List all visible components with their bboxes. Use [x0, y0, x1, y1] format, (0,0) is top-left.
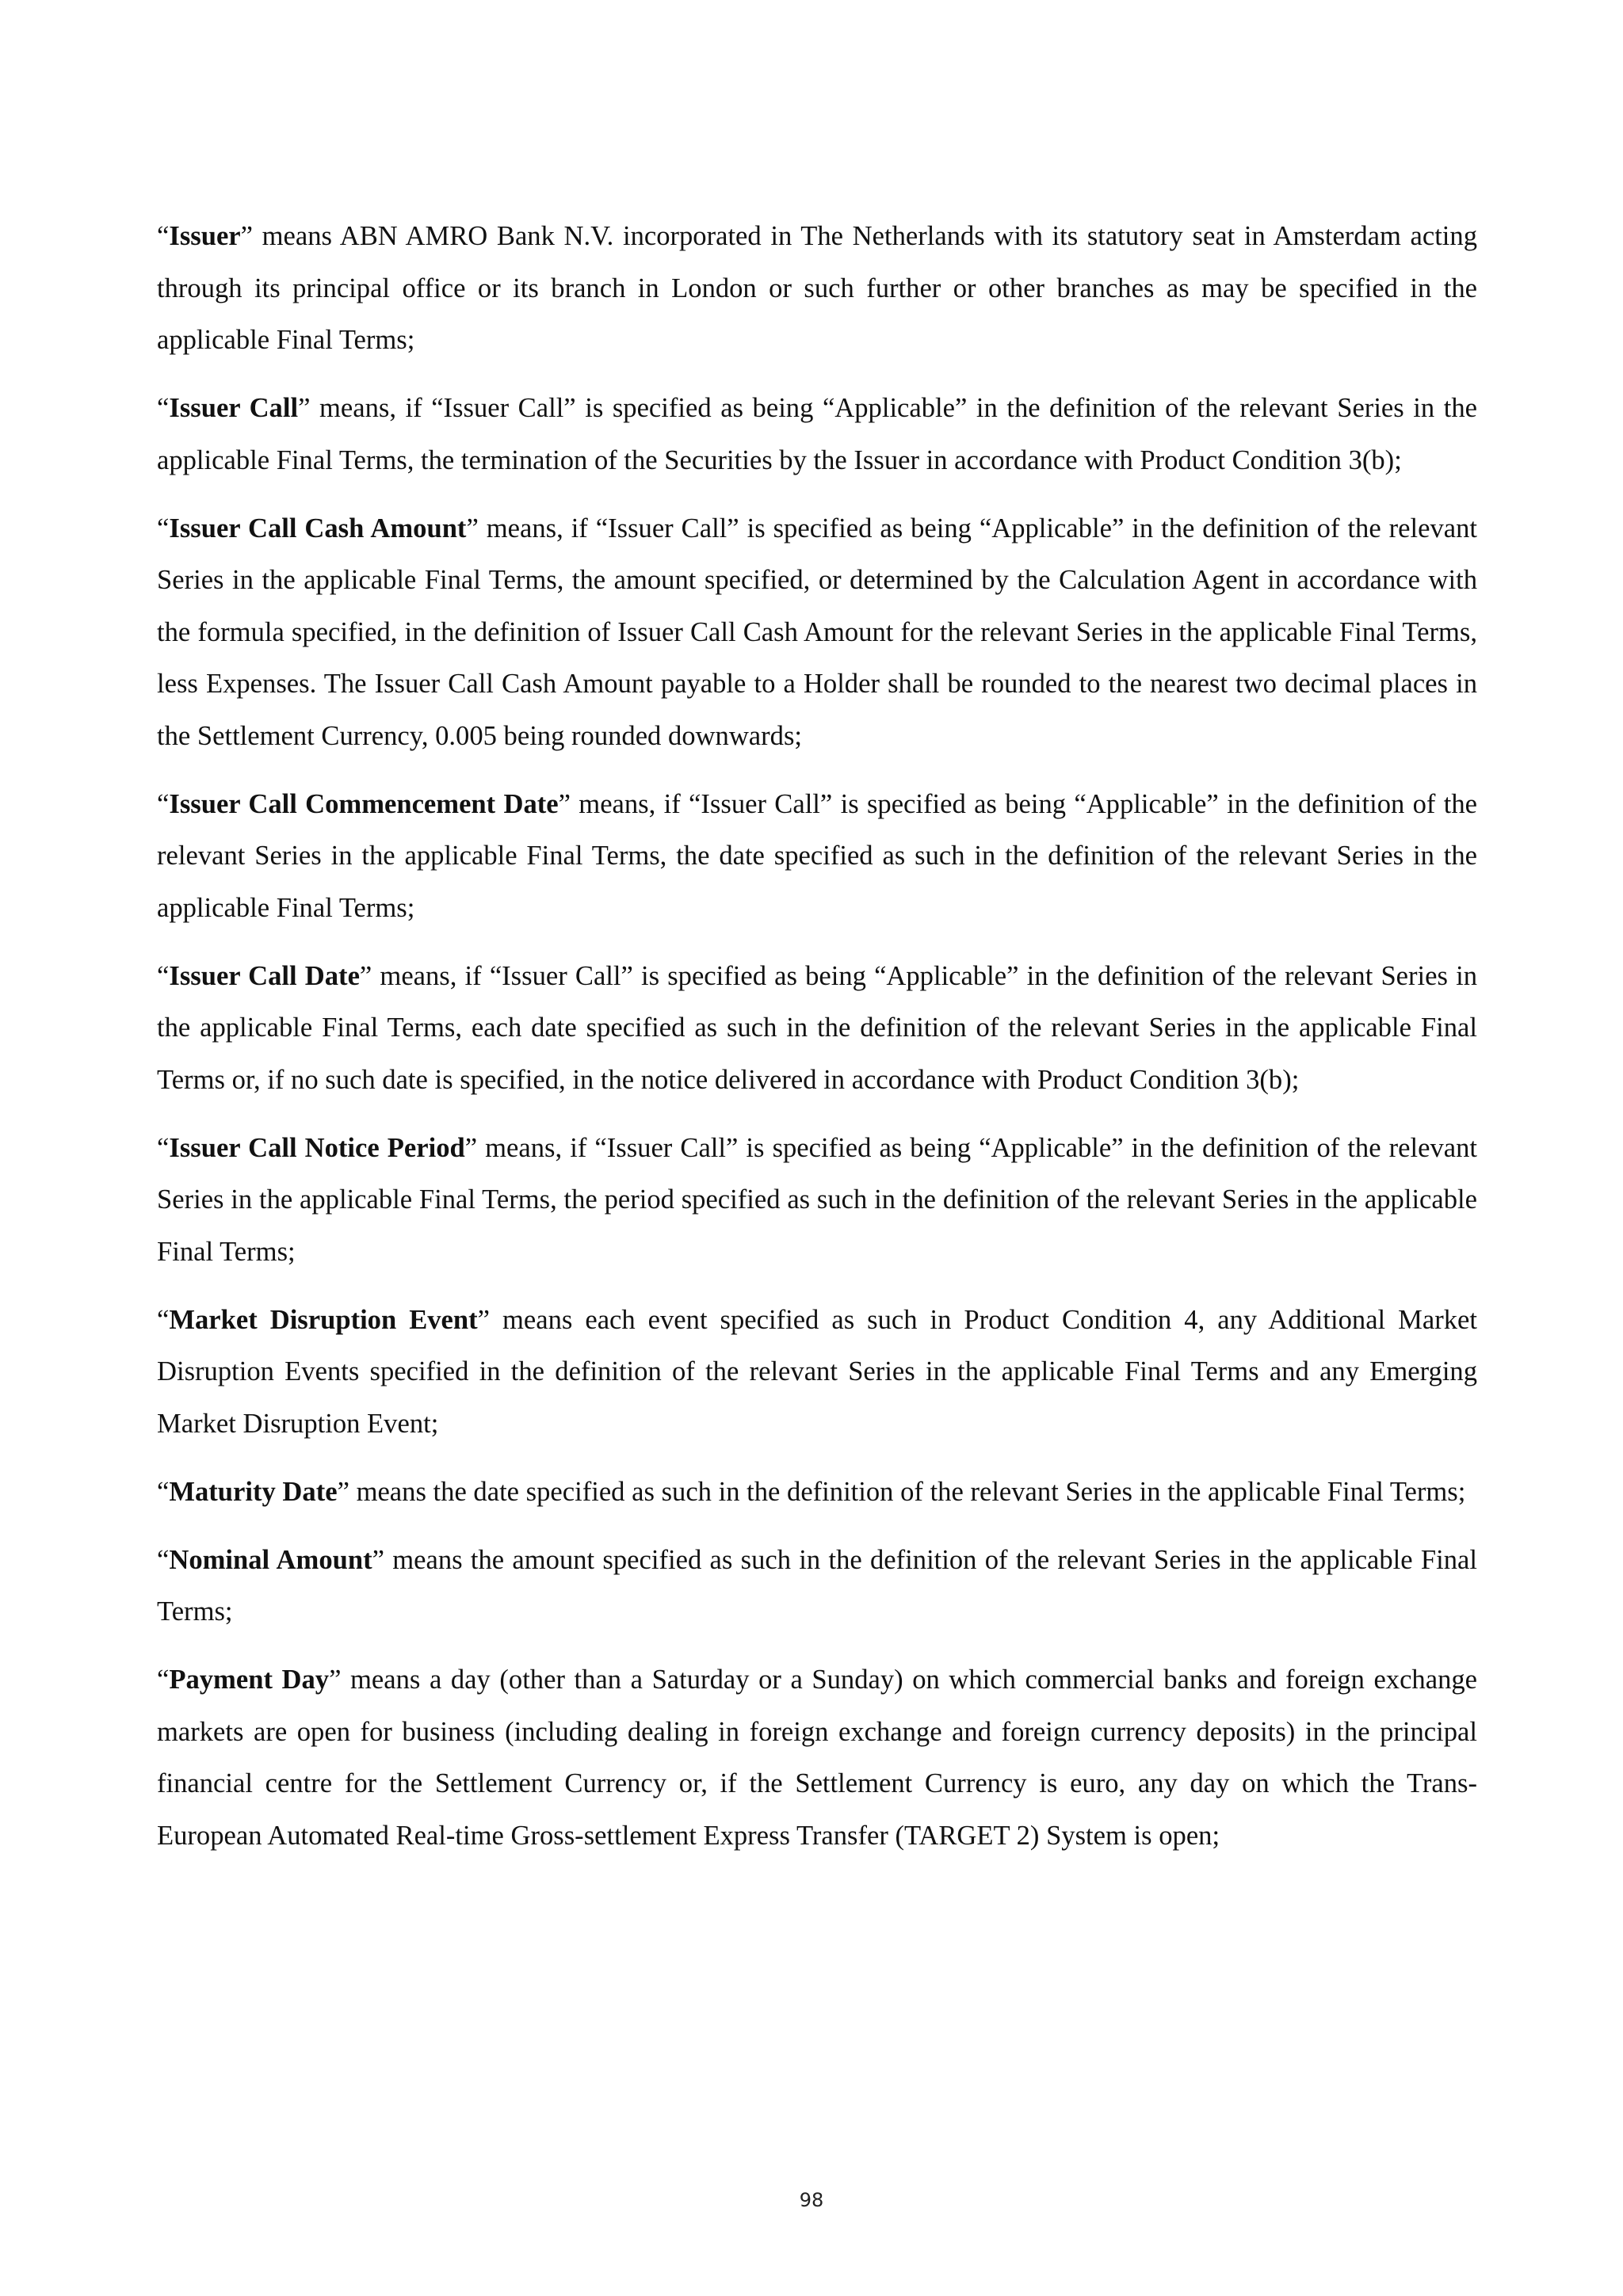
close-quote: ” — [329, 1665, 342, 1695]
open-quote: “ — [157, 1665, 170, 1695]
close-quote: ” — [477, 1304, 491, 1335]
close-quote: ” — [337, 1476, 349, 1507]
open-quote: “ — [157, 1476, 170, 1507]
open-quote: “ — [157, 788, 170, 819]
open-quote: “ — [157, 393, 170, 423]
defined-term: Issuer — [169, 221, 241, 251]
definition-text: means, if “Issuer Call” is specified as being “Applicable” in the definition of the relevant Series in the applicable Final Terms, the termination of the Securities by the Issuer in accordance with Product Condition 3(b); — [157, 393, 1477, 475]
defined-term: Issuer Call Notice Period — [169, 1132, 465, 1163]
definition-text: means ABN AMRO Bank N.V. incorporated in The Netherlands with its statutory seat in Amsterdam acting through its principal office or its branch in London or such further or other branches as may be specified in the applicable Final Terms; — [157, 221, 1477, 355]
definition-maturity-date — [157, 1466, 1477, 1519]
definition-issuer-call-notice-period — [157, 1123, 1477, 1279]
defined-term: Issuer Call Commencement Date — [169, 788, 559, 819]
definition-payment-day — [157, 1654, 1477, 1862]
close-quote: ” — [558, 788, 571, 819]
page-number: 98 — [799, 2189, 824, 2211]
open-quote: “ — [157, 1304, 170, 1335]
definition-text: means the amount specified as such in the definition of the relevant Series in the applicable Final Terms; — [157, 1544, 1478, 1627]
definition-issuer-call-cash-amount — [157, 503, 1477, 763]
definition-text: means a day (other than a Saturday or a Sunday) on which commercial banks and foreign exchange markets are open for business (including dealing in foreign exchange and foreign currency deposits) in the principal financial centre for the Settlement Currency or, if the Settlement Currency is euro, any day on which the Trans-European Automated Real-time Gross-settlement Express Transfer (TARGET 2) System is open; — [157, 1665, 1477, 1851]
definition-text: means, if “Issuer Call” is specified as being “Applicable” in the definition of the relevant Series in the applicable Final Terms, each date specified as such in the definition of the relevant Series in the applicable Final Terms or, if no such date is specified, in the notice delivered in accordance with Product Condition 3(b); — [157, 960, 1477, 1095]
open-quote: “ — [157, 221, 170, 251]
defined-term: Nominal Amount — [169, 1544, 372, 1575]
open-quote: “ — [157, 960, 170, 991]
definition-text: means the date specified as such in the definition of the relevant Series in the applicable Final Terms; — [349, 1476, 1466, 1507]
definition-issuer-call-date — [157, 951, 1477, 1107]
defined-term: Maturity Date — [169, 1476, 338, 1507]
close-quote: ” — [359, 960, 372, 991]
close-quote: ” — [466, 513, 479, 543]
definition-market-disruption-event — [157, 1295, 1477, 1451]
defined-term: Issuer Call Date — [169, 960, 360, 991]
definition-text: means, if “Issuer Call” is specified as being “Applicable” in the definition of the relevant Series in the applicable Final Terms, the date specified as such in the definition of the relevant Series in the applicable Final Terms; — [157, 788, 1477, 923]
defined-term: Market Disruption Event — [169, 1304, 478, 1335]
open-quote: “ — [157, 513, 170, 543]
defined-term: Issuer Call — [169, 393, 299, 423]
close-quote: ” — [240, 221, 254, 251]
open-quote: “ — [157, 1544, 170, 1575]
definition-nominal-amount — [157, 1535, 1477, 1638]
close-quote: ” — [464, 1132, 478, 1163]
close-quote: ” — [298, 393, 311, 423]
definition-issuer-call-commencement-date — [157, 779, 1477, 935]
close-quote: ” — [372, 1544, 384, 1575]
document-body — [157, 211, 1477, 1878]
defined-term: Payment Day — [169, 1665, 330, 1695]
open-quote: “ — [157, 1132, 170, 1163]
definition-text: means each event specified as such in Product Condition 4, any Additional Market Disruption Events specified in the definition of the relevant Series in the applicable Final Terms and any Emerging Market Disruption Event; — [157, 1304, 1477, 1439]
definition-issuer-call — [157, 383, 1477, 486]
definition-issuer — [157, 211, 1477, 367]
defined-term: Issuer Call Cash Amount — [169, 513, 467, 543]
definition-text: means, if “Issuer Call” is specified as being “Applicable” in the definition of the relevant Series in the applicable Final Terms, the period specified as such in the definition of the relevant Series in the applicable Final Terms; — [157, 1132, 1477, 1267]
definition-text: means, if “Issuer Call” is specified as being “Applicable” in the definition of the relevant Series in the applicable Final Terms, the amount specified, or determined by the Calculation Agent in accordance with the formula specified, in the definition of Issuer Call Cash Amount for the relevant Series in the applicable Final Terms, less Expenses. The Issuer Call Cash Amount payable to a Holder shall be rounded to the nearest two decimal places in the Settlement Currency, 0.005 being rounded downwards; — [157, 513, 1477, 751]
